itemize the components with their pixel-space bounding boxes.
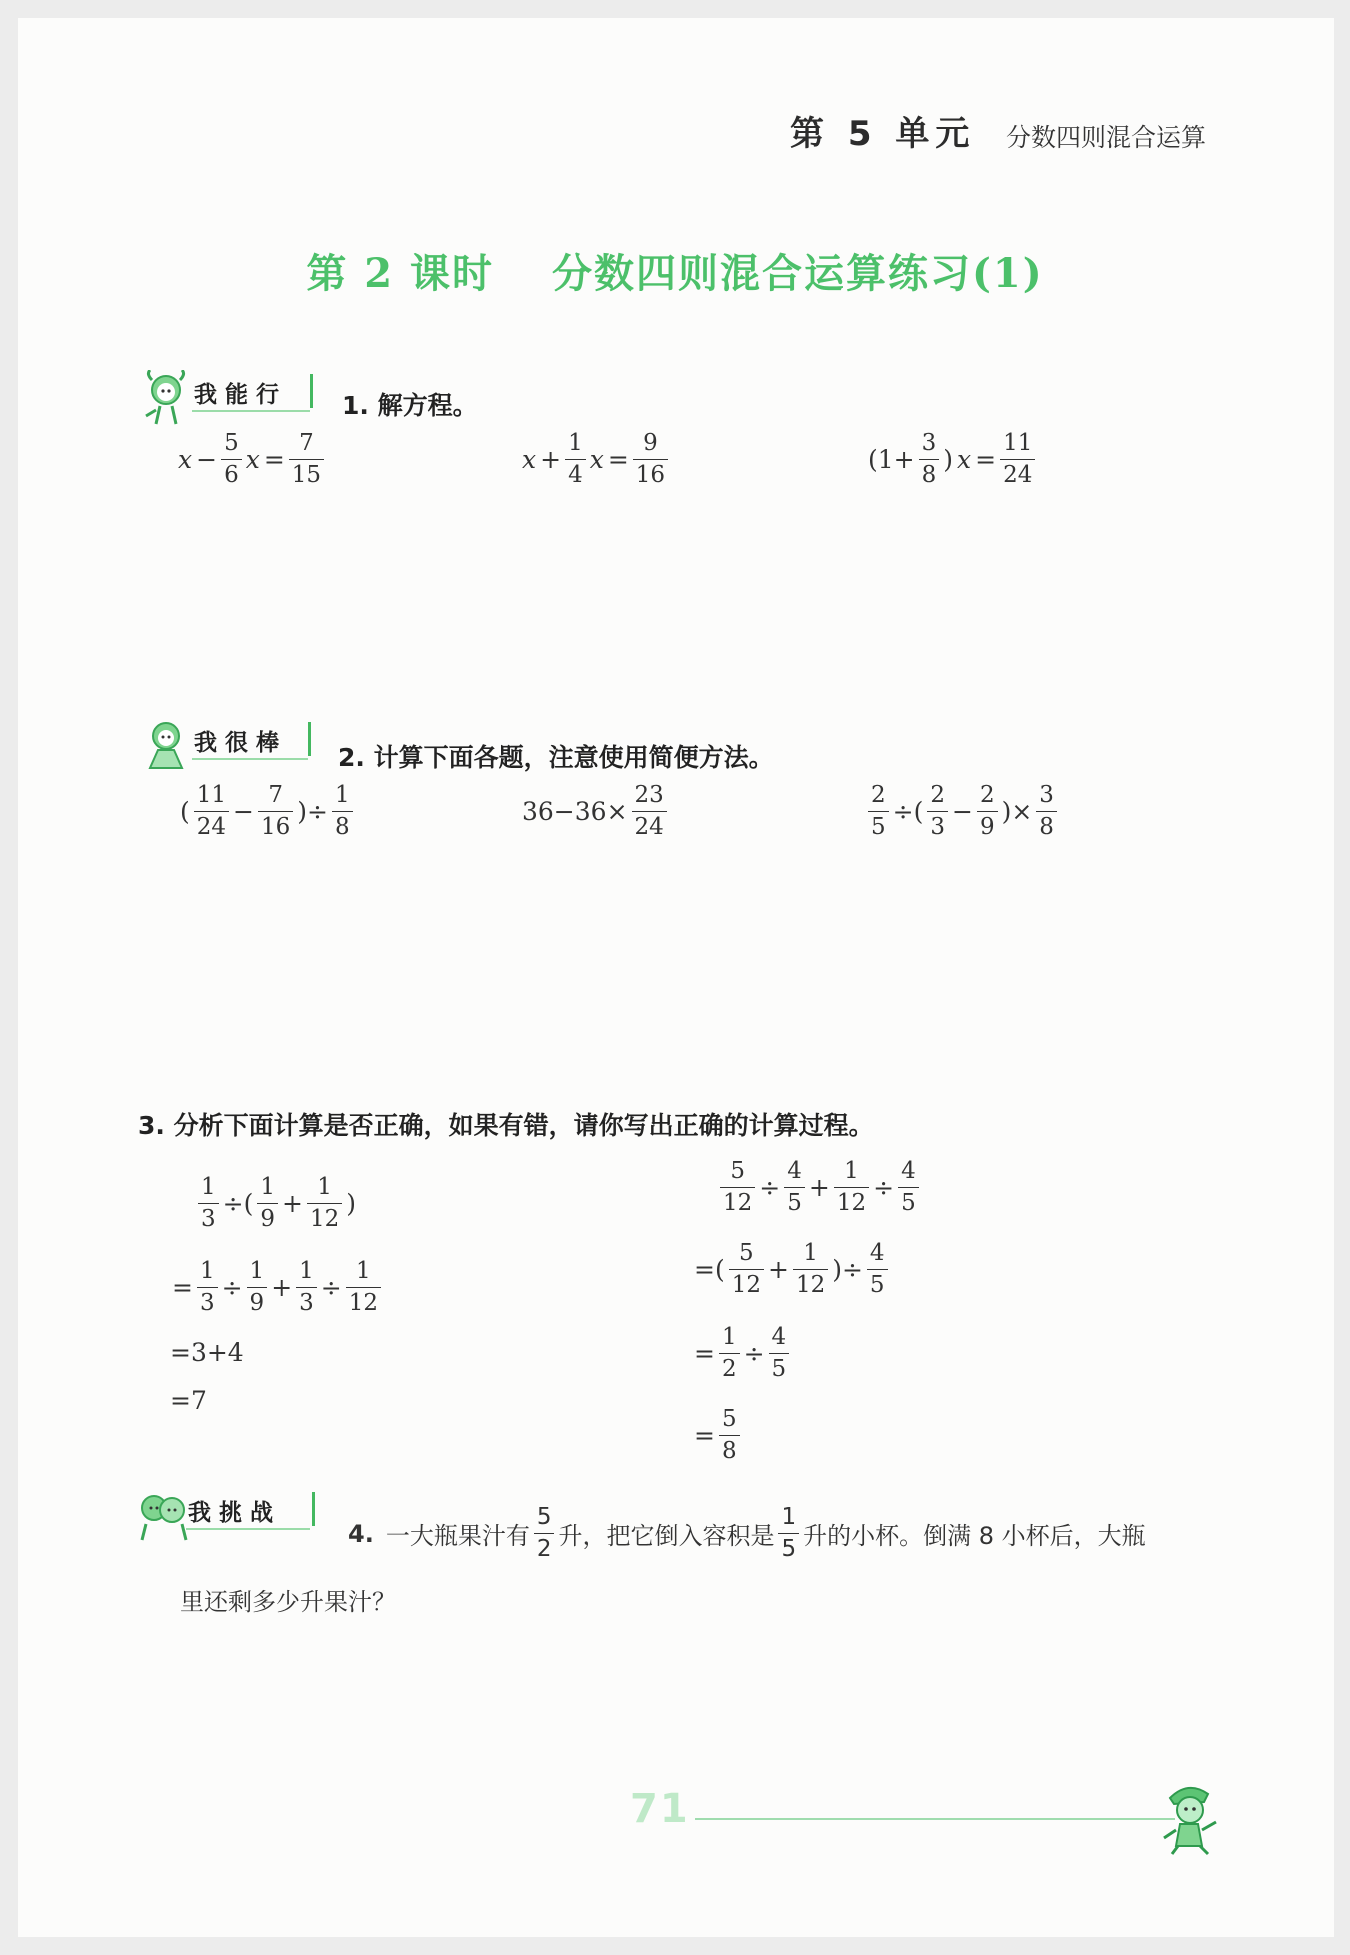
q3-right-line-4: = $\frac{5}{8}$ (692, 1408, 742, 1463)
badge-label: 我能行 (194, 382, 287, 408)
fraction: $\frac{1}{9}$ (247, 1260, 268, 1315)
unit-title: 分数四则混合运算 (1006, 123, 1207, 152)
q1-equation-2: x + $\frac{1}{4}$ x = $\frac{9}{16}$ (520, 432, 670, 487)
badge-wo-hen-bang (142, 718, 342, 762)
fraction: $\frac{1}{5}$ (778, 1506, 799, 1561)
mascot-girl-icon (142, 370, 192, 426)
fraction: $\frac{1}{9}$ (257, 1176, 278, 1231)
fraction: $\frac{1}{12}$ (346, 1260, 381, 1315)
fraction: $\frac{5}{12}$ (729, 1242, 764, 1297)
mascot-kids-icon (136, 1488, 192, 1544)
badge-wo-tiao-zhan (136, 1488, 336, 1532)
mascot-girl-icon (142, 718, 192, 774)
lesson-title: 第 2 课时 分数四则混合运算练习(1) (306, 250, 1044, 297)
fraction: $\frac{1}{12}$ (834, 1160, 869, 1215)
q3-right-line-2: =( $\frac{5}{12}$ + $\frac{1}{12}$ )÷ $\frac{4}{5}$ (692, 1242, 890, 1297)
badge-divider (312, 1492, 315, 1526)
q1-equation-3: (1+ $\frac{3}{8}$ ) x = $\frac{11}{24}$ (866, 432, 1037, 487)
fraction: $\frac{7}{15}$ (289, 432, 324, 487)
fraction: $\frac{2}{9}$ (977, 784, 998, 839)
fraction: $\frac{2}{5}$ (868, 784, 889, 839)
q2-label: 2. 计算下面各题，注意使用简便方法。 (338, 743, 774, 772)
badge-divider (310, 374, 313, 408)
fraction: $\frac{1}{12}$ (307, 1176, 342, 1231)
fraction: $\frac{5}{8}$ (719, 1408, 740, 1463)
fraction: $\frac{9}{16}$ (633, 432, 668, 487)
q3-left-line-1: $\frac{1}{3}$ ÷( $\frac{1}{9}$ + $\frac{1}{12}$ ) (196, 1176, 358, 1231)
badge-underline (192, 758, 308, 760)
fraction: $\frac{5}{6}$ (221, 432, 242, 487)
fraction: $\frac{3}{8}$ (919, 432, 940, 487)
q2-expression-2: 36−36× $\frac{23}{24}$ (520, 784, 669, 839)
q1-equation-1: x − $\frac{5}{6}$ x = $\frac{7}{15}$ (176, 432, 326, 487)
fraction: $\frac{23}{24}$ (632, 784, 667, 839)
fraction: $\frac{3}{8}$ (1036, 784, 1057, 839)
fraction: $\frac{7}{16}$ (258, 784, 293, 839)
fraction: $\frac{1}{2}$ (719, 1326, 740, 1381)
fraction: $\frac{1}{3}$ (197, 1260, 218, 1315)
fraction: $\frac{11}{24}$ (194, 784, 229, 839)
badge-underline (186, 1528, 310, 1530)
q3-label: 3. 分析下面计算是否正确，如果有错，请你写出正确的计算过程。 (138, 1111, 874, 1140)
badge-label: 我挑战 (188, 1500, 281, 1526)
fraction: $\frac{4}{5}$ (867, 1242, 888, 1297)
badge-label: 我很棒 (194, 730, 287, 756)
fraction: $\frac{4}{5}$ (898, 1160, 919, 1215)
fraction: $\frac{5}{12}$ (720, 1160, 755, 1215)
footer-rule (695, 1818, 1175, 1820)
q4-line-1: 4. 一大瓶果汁有 $\frac{5}{2}$ 升，把它倒入容积是 $\frac{1}{5}$ 升的小杯。倒满 8 小杯后，大瓶 (348, 1504, 1146, 1562)
q4-line-2: 里还剩多少升果汁？ (180, 1588, 396, 1616)
badge-divider (308, 722, 311, 756)
q3-left-line-2: = $\frac{1}{3}$ ÷ $\frac{1}{9}$ + $\frac{1}{3}$ ÷ $\frac{1}{12}$ (170, 1260, 383, 1315)
fraction: $\frac{4}{5}$ (769, 1326, 790, 1381)
worksheet-page (18, 18, 1334, 1937)
q1-label: 1. 解方程。 (342, 391, 478, 420)
fraction: $\frac{5}{2}$ (534, 1506, 555, 1561)
fraction: $\frac{1}{3}$ (296, 1260, 317, 1315)
fraction: $\frac{4}{5}$ (784, 1160, 805, 1215)
fraction: $\frac{1}{12}$ (793, 1242, 828, 1297)
badge-underline (192, 410, 310, 412)
page-number: 71 (630, 1786, 690, 1832)
badge-wo-neng-xing (142, 370, 342, 414)
q3-left-line-4: =7 (170, 1386, 207, 1415)
unit-label: 第 5 单元 (790, 110, 980, 158)
mascot-boy-icon (1158, 1780, 1228, 1856)
fraction: $\frac{2}{3}$ (927, 784, 948, 839)
fraction: $\frac{11}{24}$ (1000, 432, 1035, 487)
fraction: $\frac{1}{8}$ (332, 784, 353, 839)
q3-right-line-3: = $\frac{1}{2}$ ÷ $\frac{4}{5}$ (692, 1326, 791, 1381)
fraction: $\frac{1}{4}$ (565, 432, 586, 487)
q3-left-line-3: =3+4 (170, 1338, 244, 1367)
q2-expression-1: ( $\frac{11}{24}$ − $\frac{7}{16}$ )÷ $\frac{1}{8}$ (178, 784, 355, 839)
q3-right-line-1: $\frac{5}{12}$ ÷ $\frac{4}{5}$ + $\frac{1}{12}$ ÷ $\frac{4}{5}$ (718, 1160, 921, 1215)
fraction: $\frac{1}{3}$ (198, 1176, 219, 1231)
q2-expression-3: $\frac{2}{5}$ ÷( $\frac{2}{3}$ − $\frac{2}{9}$ )× $\frac{3}{8}$ (866, 784, 1059, 839)
